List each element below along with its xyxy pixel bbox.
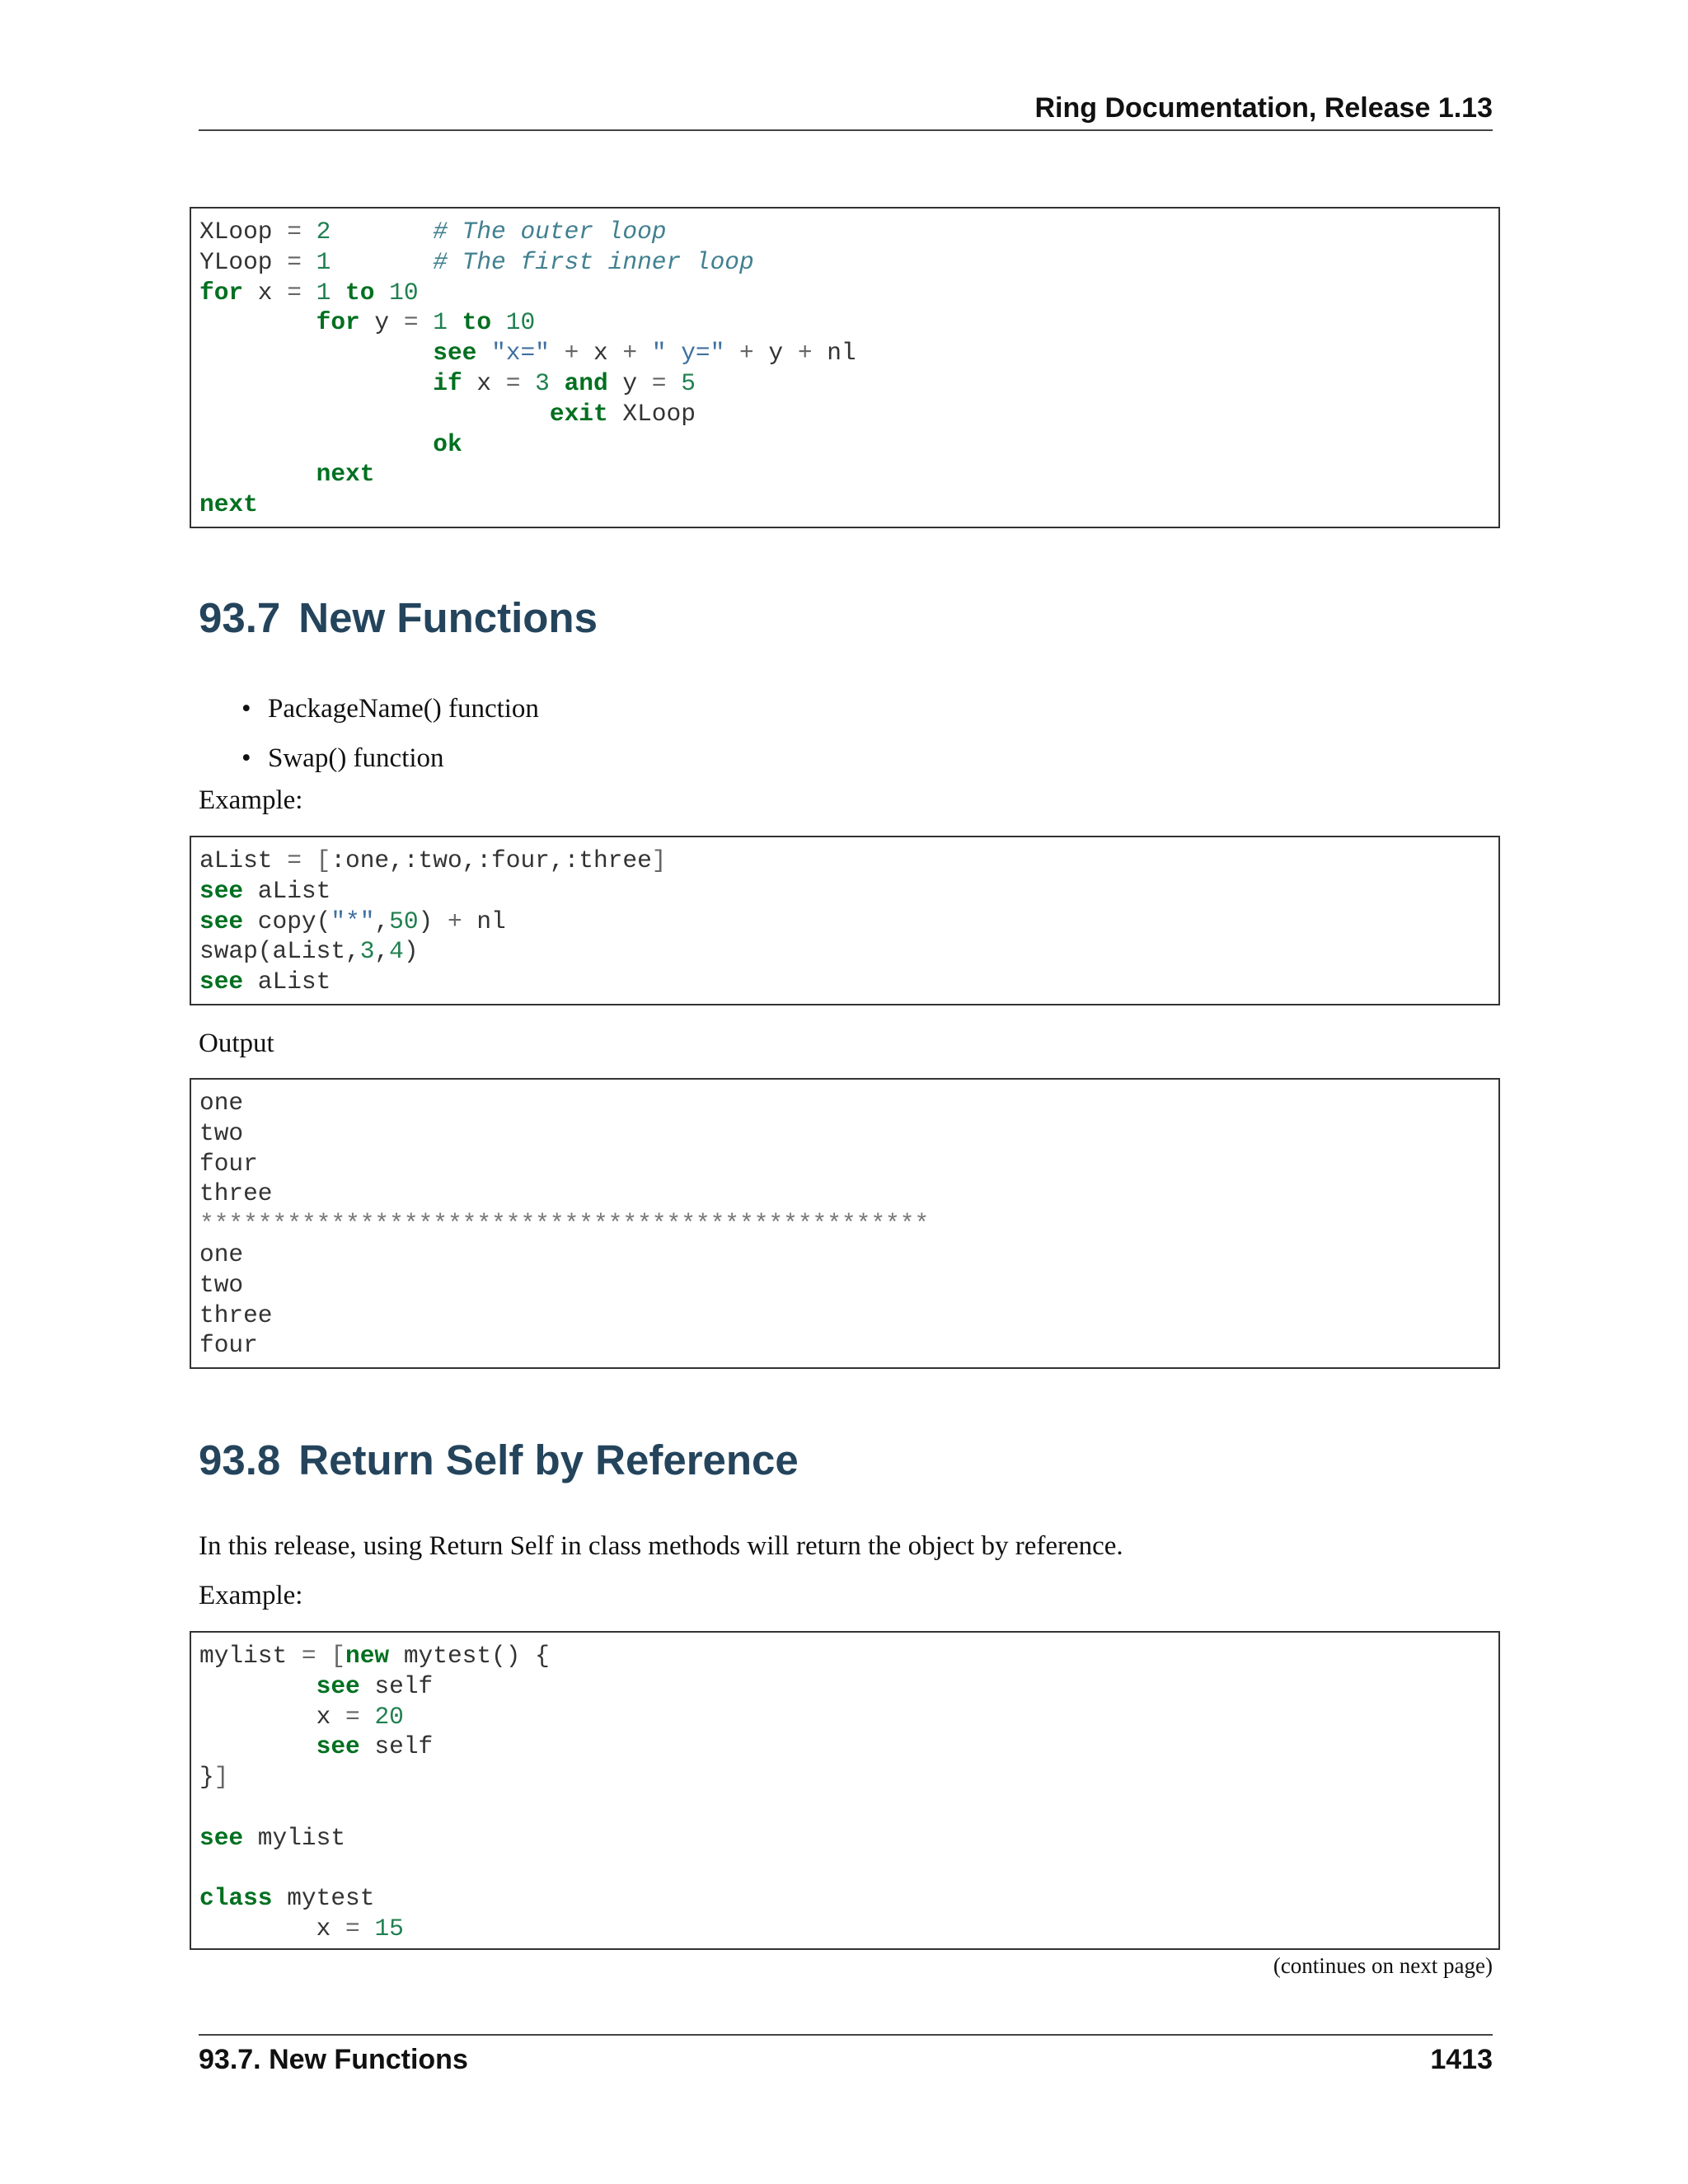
code-line: see aList: [199, 968, 331, 996]
code-loop: [199, 217, 1490, 520]
output-line: one: [199, 1089, 244, 1117]
code-line: YLoop = 1 # The first inner loop: [199, 247, 754, 276]
code-line: see copy("*",50) + nl: [199, 907, 506, 935]
code-output: [199, 1088, 1490, 1361]
code-line: x = 15: [199, 1915, 404, 1943]
output-line: three: [199, 1301, 273, 1329]
code-line: see self: [316, 1732, 434, 1761]
output-line: two: [199, 1270, 244, 1299]
code-line: mylist = [new mytest() {: [199, 1642, 550, 1670]
code-line: for y = 1 to 10: [316, 308, 536, 337]
section-number: 93.7: [199, 594, 281, 641]
output-line: four: [199, 1149, 258, 1178]
code-line: swap(aList,3,4): [199, 937, 419, 966]
code-block-loop: [190, 207, 1500, 528]
page-header: Ring Documentation, Release 1.13: [199, 92, 1493, 131]
continues-note: (continues on next page): [1273, 1953, 1493, 1978]
code-line: class mytest: [199, 1884, 375, 1913]
page-number: 1413: [1430, 2044, 1493, 2075]
output-line: two: [199, 1118, 244, 1147]
code-line: see mylist: [199, 1823, 346, 1852]
code-line: see "x=" + x + " y=" + y + nl: [433, 339, 856, 368]
example-label: Example:: [199, 1581, 303, 1610]
code-line: see self: [316, 1671, 434, 1700]
function-list: [199, 688, 539, 787]
page-footer: [199, 2034, 1493, 2076]
section-title: Return Self by Reference: [298, 1436, 799, 1483]
list-item: • PackageName() function: [199, 688, 539, 738]
list-item: • Swap() function: [199, 738, 539, 787]
code-line: see aList: [199, 876, 331, 905]
code-line: next: [199, 490, 258, 519]
output-line: four: [199, 1331, 258, 1360]
code-line: if x = 3 and y = 5: [433, 368, 696, 397]
code-line: for x = 1 to 10: [199, 278, 419, 307]
output-line: one: [199, 1240, 244, 1268]
code-line: aList = [:one,:two,:four,:three]: [199, 846, 667, 874]
section-number: 93.8: [199, 1436, 281, 1483]
section-heading: [199, 593, 598, 642]
code-line: ok: [433, 429, 462, 458]
code-line: exit XLoop: [549, 399, 696, 428]
footer-section: 93.7. New Functions: [199, 2044, 468, 2075]
output-label: Output: [199, 1029, 274, 1058]
code-return-self: [199, 1641, 1490, 1944]
code-block-swap: [190, 836, 1500, 1005]
example-label: Example:: [199, 785, 303, 815]
output-line: **************************************************: [199, 1210, 930, 1239]
code-line: x = 20: [199, 1702, 404, 1731]
code-line: XLoop = 2 # The outer loop: [199, 218, 667, 246]
section-heading: [199, 1436, 799, 1484]
code-line: }]: [199, 1763, 229, 1792]
code-swap: [199, 846, 1490, 997]
section-text: In this release, using Return Self in class methods will return the object by reference.: [199, 1531, 1123, 1561]
code-line: next: [316, 460, 375, 489]
section-title: New Functions: [298, 594, 598, 641]
code-block-return-self: [190, 1631, 1500, 1950]
output-line: three: [199, 1179, 273, 1208]
code-block-output: [190, 1078, 1500, 1369]
